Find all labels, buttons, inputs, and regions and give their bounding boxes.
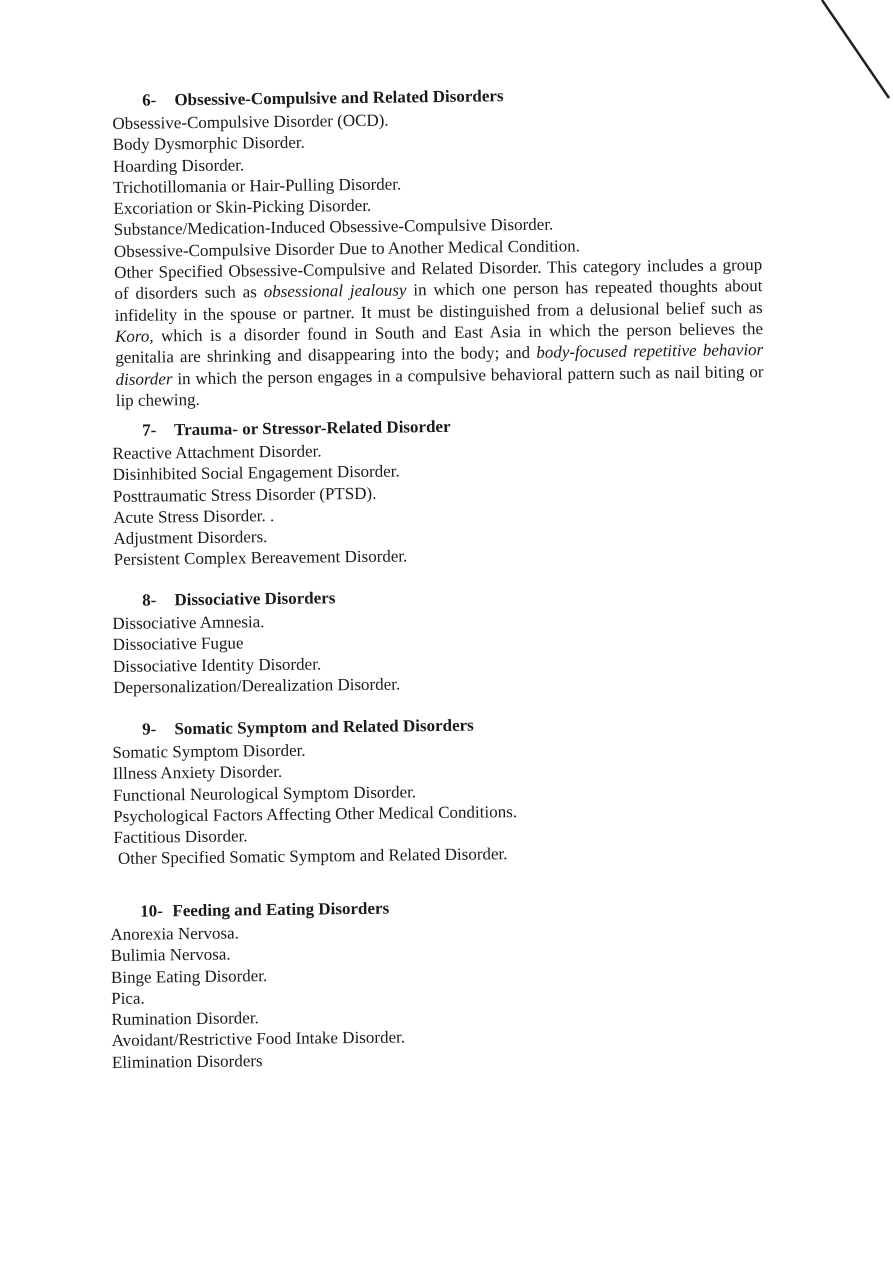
list-item: Other Specified Somatic Symptom and Related Disorder. — [113, 844, 508, 869]
section-number: 10- — [140, 901, 163, 921]
paragraph-text: in which one person has repeated thoughts about infidelity in the spouse or partner. It must be distinguished from a delusional belief such as — [114, 276, 763, 325]
section-dissociative — [112, 582, 773, 698]
list-item: Factitious Disorder. — [113, 826, 248, 848]
section-number: 9- — [142, 719, 157, 739]
list-item: Body Dysmorphic Disorder. — [112, 132, 305, 155]
list-item: Illness Anxiety Disorder. — [112, 762, 283, 784]
list-item: Substance/Medication-Induced Obsessive-Compulsive Disorder. — [113, 215, 554, 240]
description-paragraph — [114, 254, 764, 411]
paragraph-text: which is a disorder found in South and East Asia in which the person believes the genitalia are shrinking and disappearing into the body; and — [115, 319, 764, 368]
list-item: Excoriation or Skin-Picking Disorder. — [113, 196, 372, 219]
list-item: Dissociative Identity Disorder. — [112, 654, 322, 676]
section-title: Somatic Symptom and Related Disorders — [174, 715, 474, 739]
section-obsessive-compulsive — [112, 82, 776, 411]
paragraph-term: body-focused repetitive behavior disorder — [115, 340, 764, 389]
section-title: Dissociative Disorders — [174, 588, 336, 610]
list-item: Rumination Disorder. — [111, 1008, 259, 1030]
section-title: Obsessive-Compulsive and Related Disorders — [174, 86, 504, 110]
list-item: Avoidant/Restrictive Food Intake Disorder. — [111, 1027, 406, 1051]
list-item: Persistent Complex Bereavement Disorder. — [113, 546, 408, 570]
section-trauma-stressor — [112, 412, 774, 571]
paragraph-text: in which the person engages in a compulsive behavioral pattern such as nail biting or lip chewing. — [115, 361, 764, 410]
section-title: Feeding and Eating Disorders — [172, 898, 390, 921]
list-item: Obsessive-Compulsive Disorder (OCD). — [112, 110, 389, 133]
list-item: Dissociative Amnesia. — [112, 612, 265, 633]
list-item: Posttraumatic Stress Disorder (PTSD). — [112, 483, 377, 506]
list-item: Acute Stress Disorder. . — [113, 505, 275, 527]
list-item: Anorexia Nervosa. — [110, 923, 239, 944]
list-item: Adjustment Disorders. — [113, 527, 268, 549]
paragraph-text: Other Specified Obsessive-Compulsive and Related Disorder. This category includes a group of disorders such as — [114, 255, 763, 304]
list-item: Bulimia Nervosa. — [110, 944, 231, 966]
list-item: Elimination Disorders — [111, 1050, 263, 1072]
list-item: Obsessive-Compulsive Disorder Due to Another Medical Condition. — [113, 236, 581, 261]
list-item: Disinhibited Social Engagement Disorder. — [112, 461, 400, 485]
section-feeding-eating — [110, 893, 772, 1073]
list-item: Somatic Symptom Disorder. — [112, 740, 306, 762]
disorder-list — [112, 435, 774, 571]
section-number: 6- — [142, 90, 157, 110]
disorder-list — [112, 734, 774, 870]
disorder-list — [112, 605, 773, 698]
disorder-list — [112, 105, 774, 262]
list-item: Hoarding Disorder. — [112, 154, 245, 176]
paragraph-term: Koro, — [114, 326, 154, 346]
paragraph-term: obsessional jealousy — [263, 280, 407, 302]
list-item: Binge Eating Disorder. — [110, 965, 268, 987]
disorder-list — [110, 916, 772, 1073]
list-item: Psychological Factors Affecting Other Medical Conditions. — [113, 801, 518, 826]
section-somatic-symptom — [112, 711, 774, 870]
section-number: 7- — [142, 420, 157, 440]
section-title: Trauma- or Stressor-Related Disorder — [173, 416, 451, 440]
list-item: Reactive Attachment Disorder. — [112, 441, 322, 463]
list-item: Dissociative Fugue — [112, 633, 244, 655]
list-item: Trichotillomania or Hair-Pulling Disorder. — [113, 174, 402, 197]
list-item: Functional Neurological Symptom Disorder. — [112, 781, 417, 805]
section-number: 8- — [142, 590, 157, 610]
list-item: Depersonalization/Derealization Disorder. — [113, 674, 401, 697]
list-item: Pica. — [111, 988, 145, 1008]
